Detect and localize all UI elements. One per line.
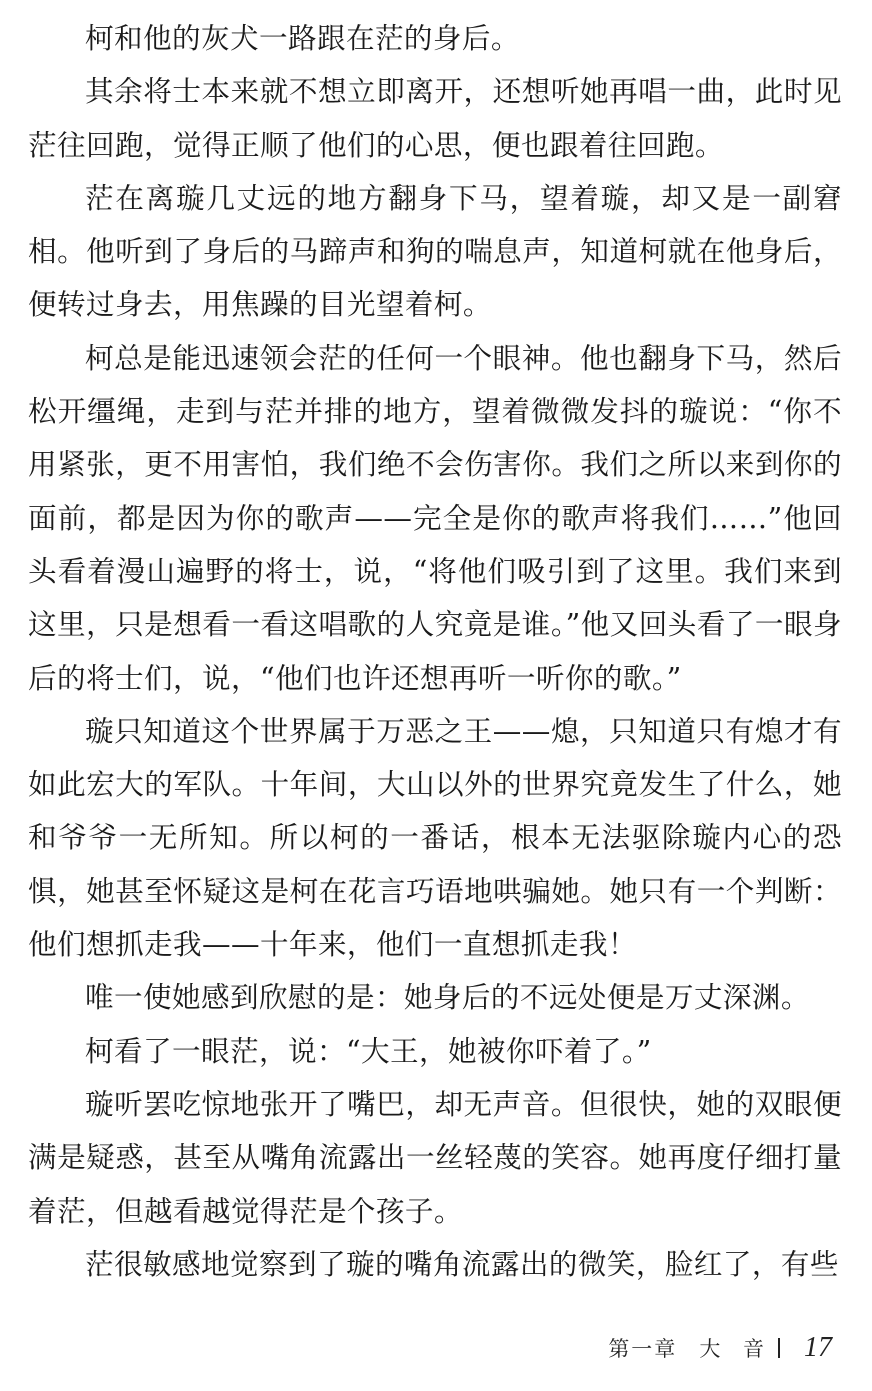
paragraph: 柯和他的灰犬一路跟在茫的身后。 <box>85 21 520 55</box>
paragraph: 柯看了一眼茫，说：“大王，她被你吓着了。” <box>85 1033 652 1068</box>
chapter-title: 大 音 <box>699 1337 772 1361</box>
paragraph: 璇只知道这个世界属于万恶之王——熄，只知道只有熄才有如此宏大的军队。十年间，大山以外的世界究竟发生了什么，她和爷爷一无所知。所以柯的一番话，根本无法驱除璇内心的恐惧，她甚至怀疑这是柯在花言巧语地哄骗她。她只有一个判断：他们想抓走我——十年来，他们一直想抓走我！ <box>28 713 842 962</box>
page-number: 17 <box>804 1332 832 1363</box>
page-body <box>28 12 842 1291</box>
running-footer <box>608 1331 832 1365</box>
chapter-label: 第一章 <box>608 1337 678 1361</box>
paragraph: 唯一使她感到欣慰的是：她身后的不远处便是万丈深渊。 <box>85 980 810 1015</box>
paragraph: 柯总是能迅速领会茫的任何一个眼神。他也翻身下马，然后松开缰绳，走到与茫并排的地方，望着微微发抖的璇说：“你不用紧张，更不用害怕，我们绝不会伤害你。我们之所以来到你的面前，都是因为你的歌声——完全是你的歌声将我们……”他回头看着漫山遍野的将士，说，“将他们吸引到了这里。我们来到这里，只是想看一看这唱歌的人究竟是谁。”他又回头看了一眼身后的将士们，说，“他们也许还想再听一听你的歌。” <box>28 340 842 695</box>
paragraph: 其余将士本来就不想立即离开，还想听她再唱一曲，此时见茫往回跑，觉得正顺了他们的心思，便也跟着往回跑。 <box>28 74 842 162</box>
footer-divider <box>778 1338 780 1358</box>
paragraph: 茫很敏感地觉察到了璇的嘴角流露出的微笑，脸红了，有些 <box>85 1246 839 1281</box>
paragraph: 茫在离璇几丈远的地方翻身下马，望着璇，却又是一副窘相。他听到了身后的马蹄声和狗的喘息声，知道柯就在他身后，便转过身去，用焦躁的目光望着柯。 <box>28 180 842 322</box>
paragraph: 璇听罢吃惊地张开了嘴巴，却无声音。但很快，她的双眼便满是疑惑，甚至从嘴角流露出一丝轻蔑的笑容。她再度仔细打量着茫，但越看越觉得茫是个孩子。 <box>28 1086 842 1228</box>
